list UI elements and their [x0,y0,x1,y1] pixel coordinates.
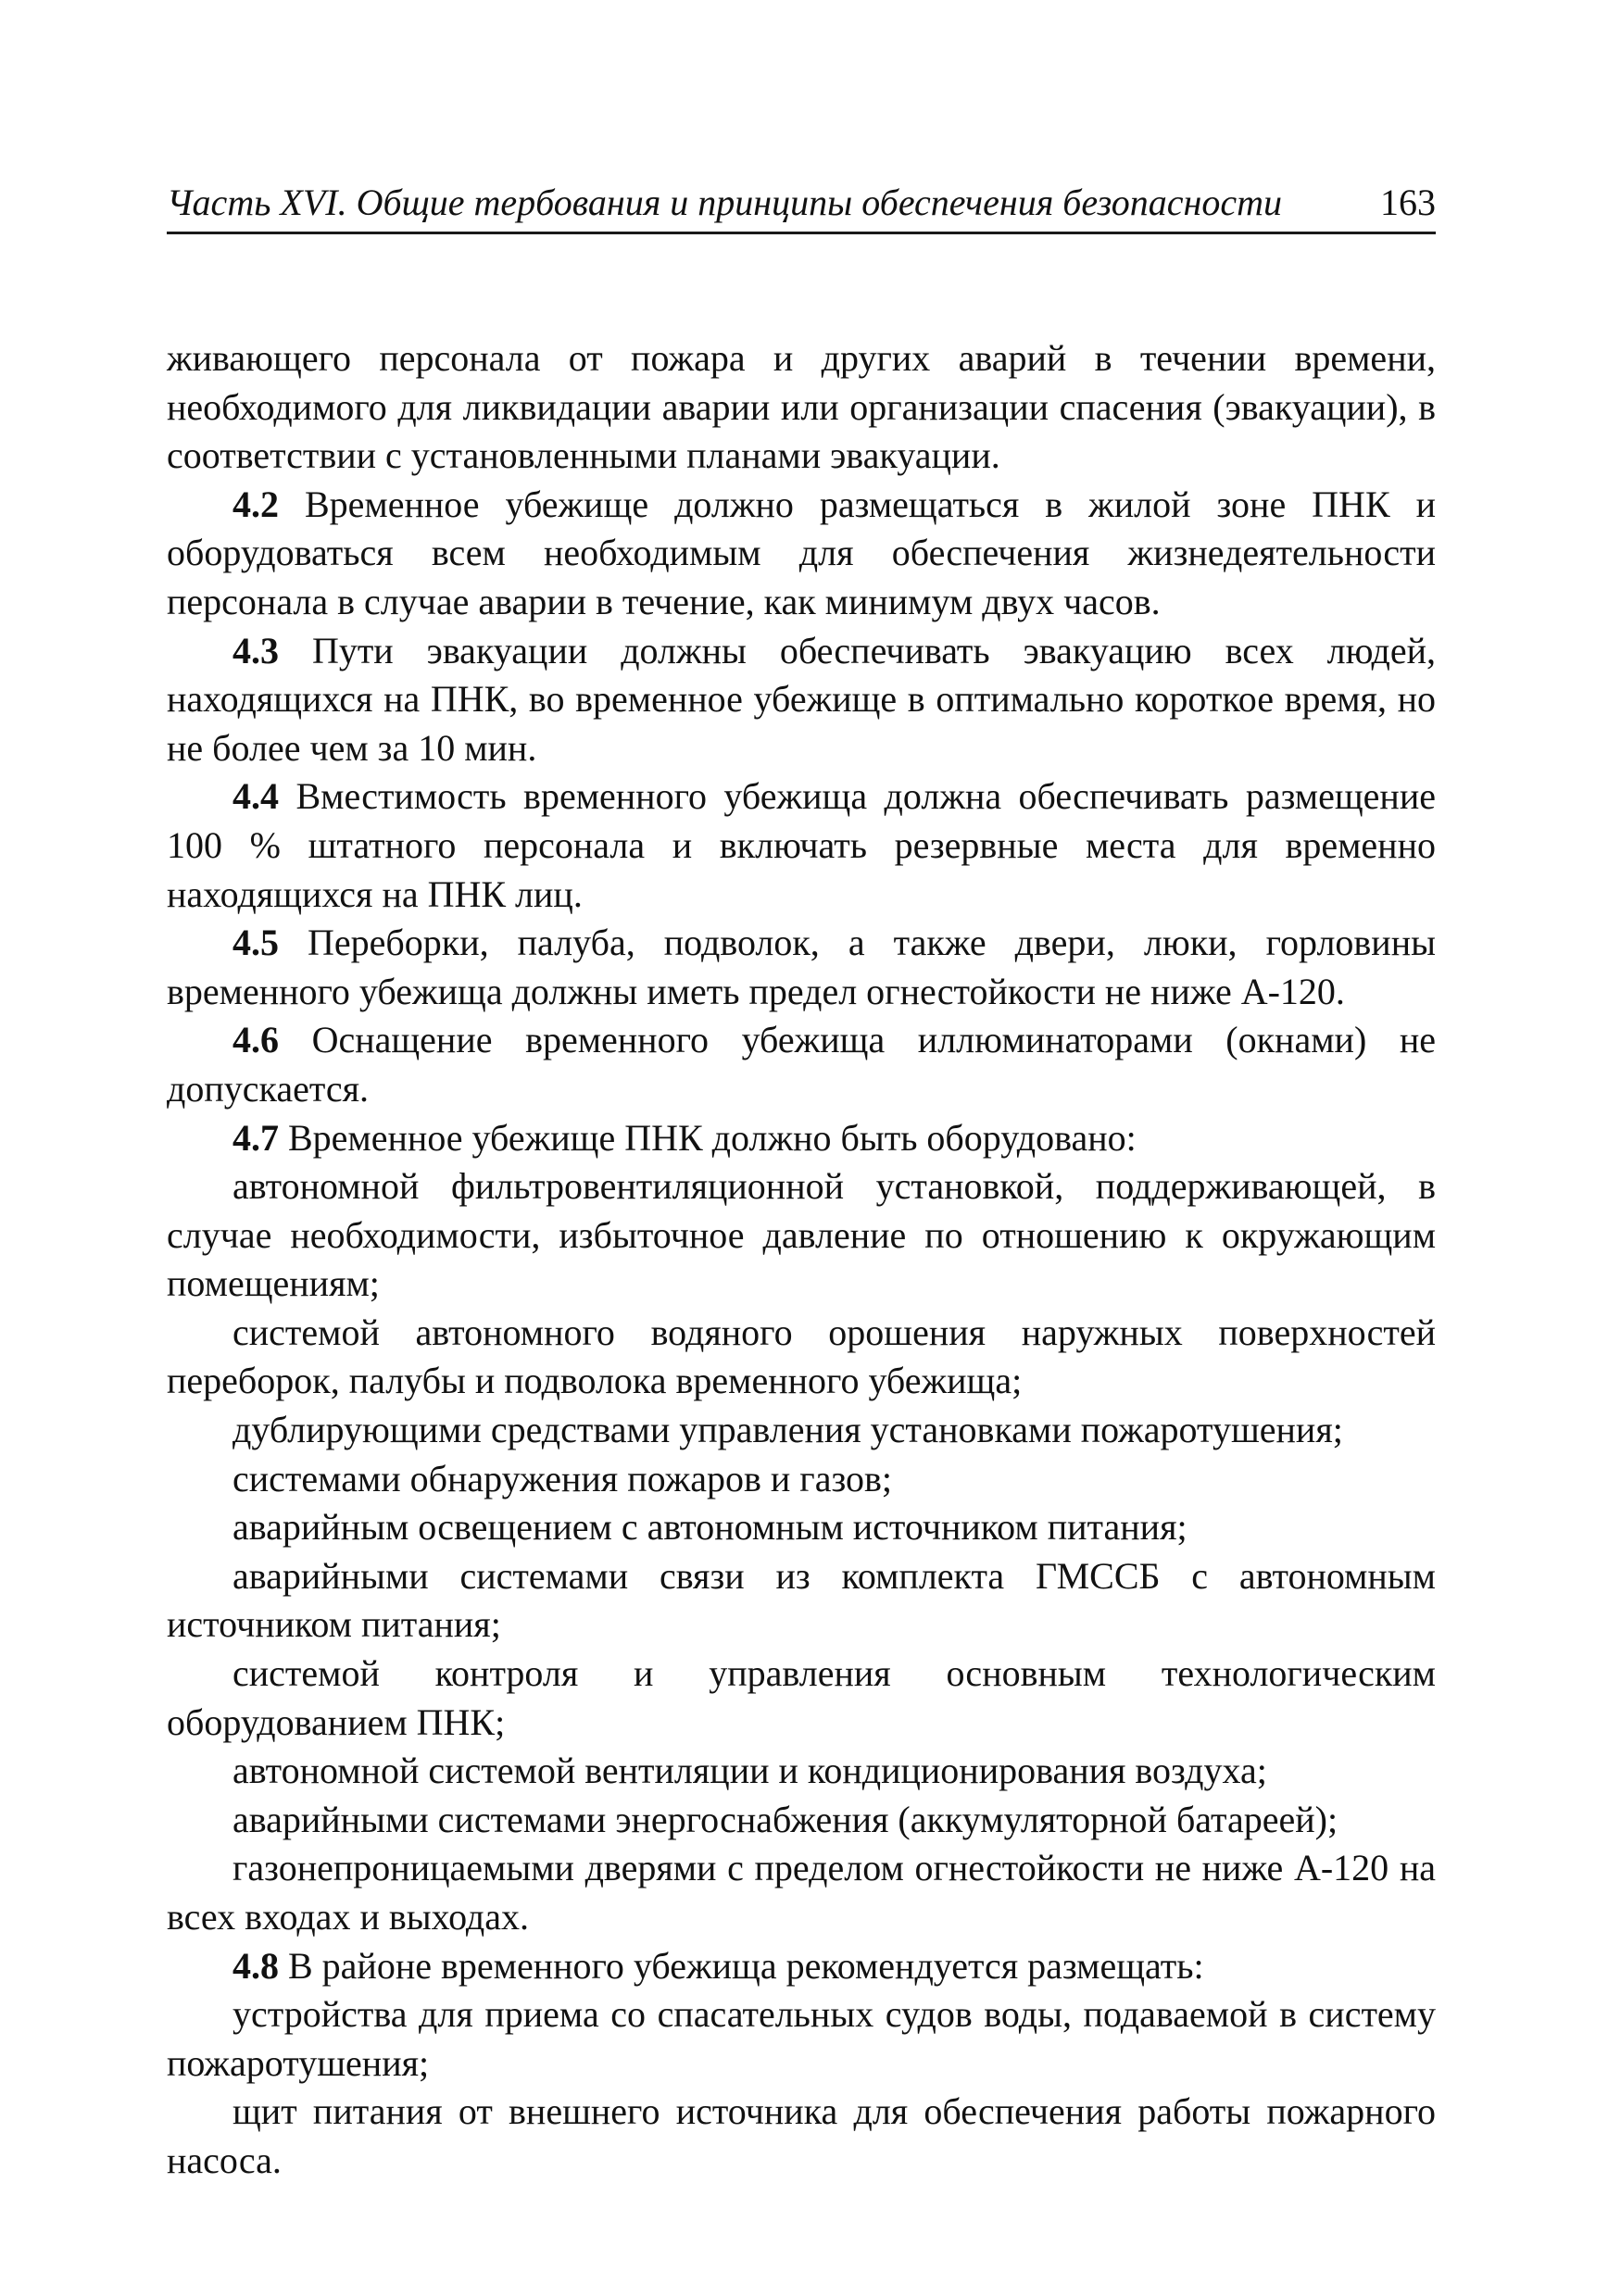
list-item-text: аварийным освещением с автономным источником питания; [232,1506,1187,1549]
paragraph [167,1016,1436,1113]
list-item-text: аварийными системами энергоснабжения (аккумуляторной батареей); [232,1798,1338,1840]
list-item [167,1455,1436,1504]
list-item [167,1503,1436,1552]
paragraph-text: Временное убежище должно размещаться в жилой зоне ПНК и оборудоваться всем необходимым для обеспечения жизнедеятельности персонала в случае аварии в течение, как минимум двух часов. [167,483,1436,622]
clause-number: 4.5 [232,922,279,964]
list-item-text: автономной системой вентиляции и кондиционирования воздуха; [232,1750,1267,1792]
list-item-text: автономной фильтровентиляционной установкой, поддерживающей, в случае необходимости, избыточное давление по отношению к окружающим помещениям; [167,1165,1436,1305]
paragraph-text: Переборки, палуба, подволок, а также двери, люки, горловины временного убежища должны иметь предел огнестойкости не ниже А-120. [167,922,1436,1012]
paragraph [167,627,1436,773]
list-item [167,2088,1436,2185]
clause-number: 4.3 [232,629,279,671]
page-number: 163 [1380,182,1436,223]
paragraph [167,481,1436,627]
running-header [167,167,1436,234]
clause-number: 4.2 [232,483,279,525]
clause-number: 4.8 [232,1944,279,1987]
list-item-text: дублирующими средствами управления установками пожаротушения; [232,1409,1343,1451]
paragraph-text: Временное убежище ПНК должно быть оборудовано: [279,1116,1137,1159]
list-item-text: газонепроницаемыми дверями с пределом огнестойкости не ниже А-120 на всех входах и выходах. [167,1847,1436,1938]
paragraph-text: В районе временного убежища рекомендуется размещать: [279,1944,1204,1987]
paragraph-text: Оснащение временного убежища иллюминаторами (окнами) не допускается. [167,1019,1436,1110]
paragraph [167,772,1436,919]
list-item [167,1796,1436,1845]
paragraph [167,919,1436,1016]
list-item [167,1990,1436,2088]
paragraph-text: Пути эвакуации должны обеспечивать эвакуацию всех людей, находящихся на ПНК, во временное убежище в оптимально короткое время, но не более чем за 10 мин. [167,629,1436,769]
clause-number: 4.4 [232,775,279,818]
body-text [167,334,1436,2186]
list-item [167,1162,1436,1309]
paragraph [167,1114,1436,1163]
list-item-text: аварийными системами связи из комплекта ГМССБ с автономным источником питания; [167,1554,1436,1646]
paragraph-text: Вместимость временного убежища должна обеспечивать размещение 100 % штатного персонала и включать резервные места для временно находящихся на ПНК лиц. [167,775,1436,915]
list-item-text: системой автономного водяного орошения наружных поверхностей переборок, палубы и подволока временного убежища; [167,1311,1436,1402]
list-item [167,1650,1436,1747]
list-item-text: системой контроля и управления основным технологическим оборудованием ПНК; [167,1652,1436,1743]
list-item [167,1844,1436,1941]
list-item [167,1309,1436,1406]
list-item-text: щит питания от внешнего источника для обеспечения работы пожарного насоса. [167,2090,1436,2181]
list-item-text: устройства для приема со спасательных судов воды, подаваемой в систему пожаротушения; [167,1993,1436,2084]
list-item [167,1747,1436,1796]
paragraph [167,334,1436,481]
list-item [167,1552,1436,1650]
paragraph-text: живающего персонала от пожара и других аварий в течении времени, необходимого для ликвидации аварии или организации спасения (эвакуации), в соответствии с установленными планами эвакуации. [167,337,1436,477]
clause-number: 4.6 [232,1019,279,1061]
list-item [167,1406,1436,1455]
header-title: Часть XVI. Общие тербования и принципы обеспечения безопасности [167,182,1282,223]
list-item-text: системами обнаружения пожаров и газов; [232,1457,893,1499]
clause-number: 4.7 [232,1116,279,1159]
paragraph [167,1942,1436,1991]
